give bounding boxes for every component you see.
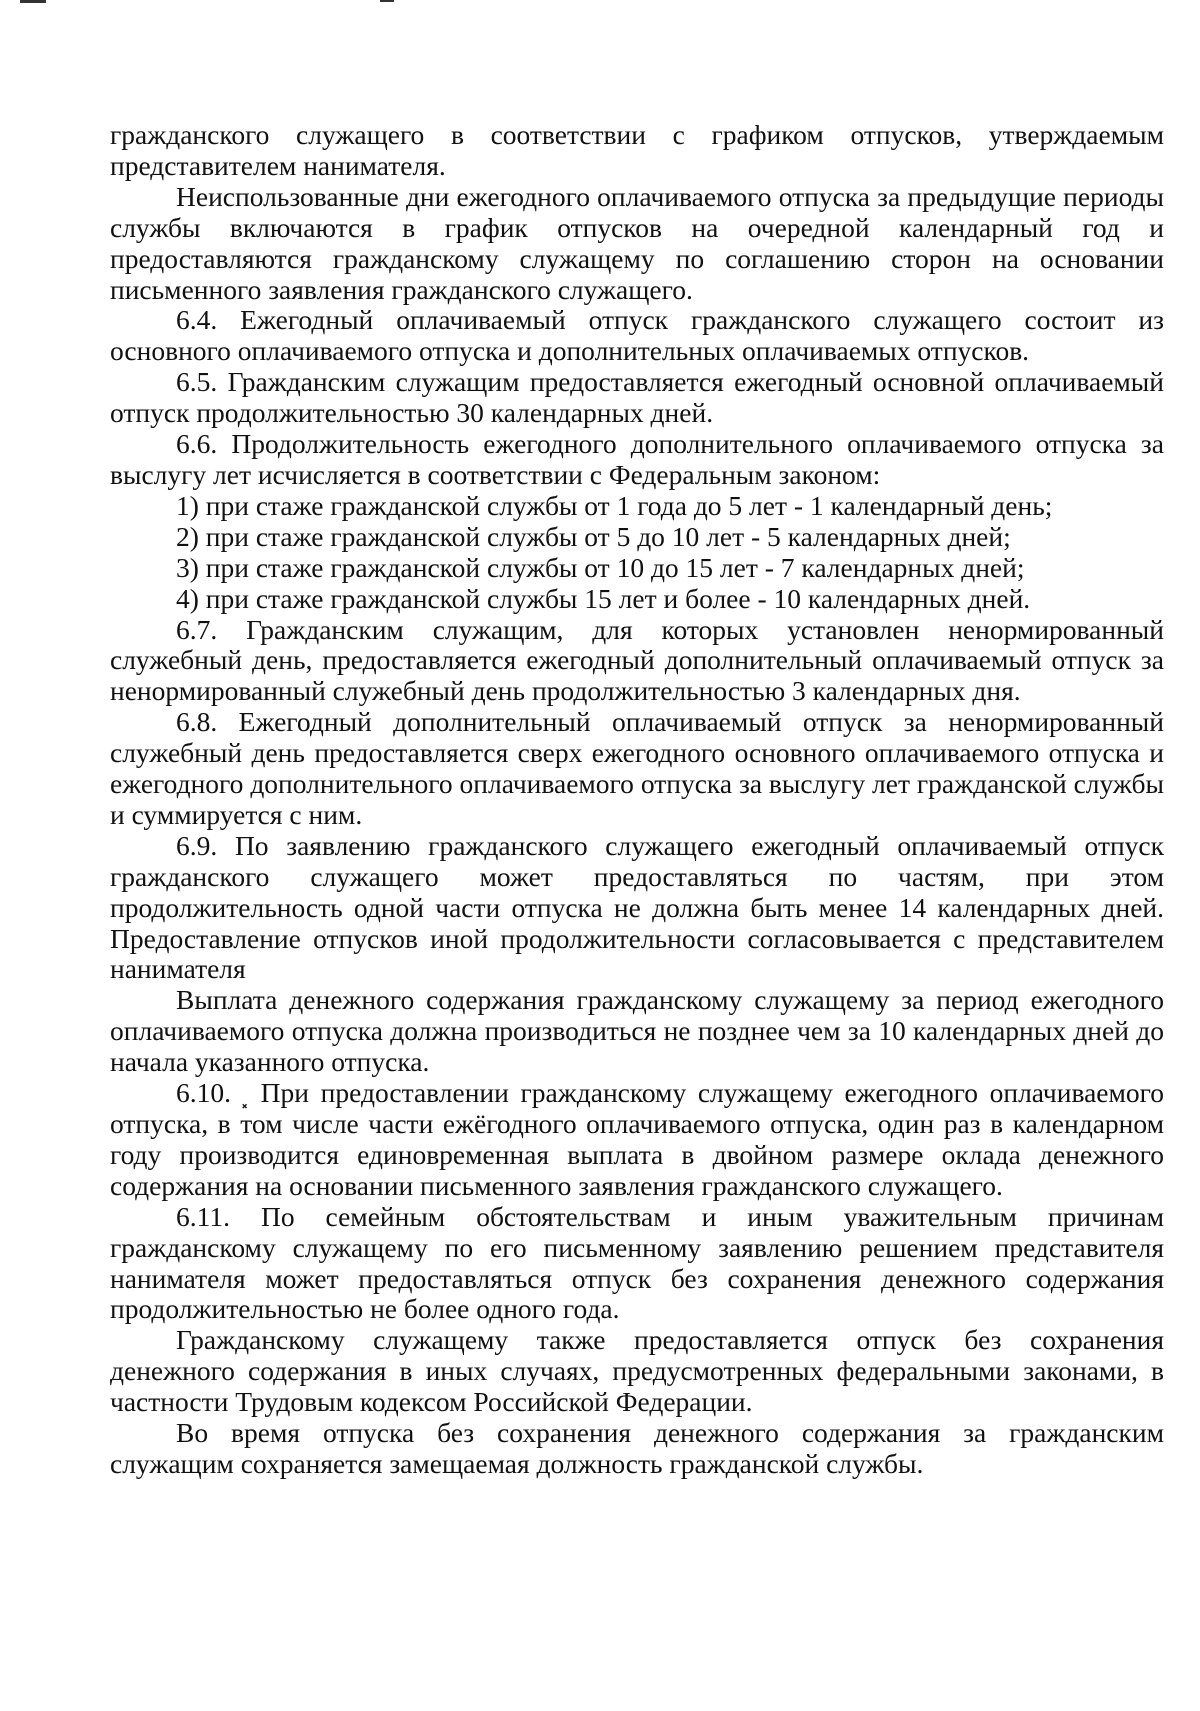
paragraph-6-10: 6.10. ⸼ При предоставлении гражданскому служащему ежегодного оплачиваемого отпуска, в том числе части ежёгодного оплачиваемого отпуска, один раз в календарном году производится единовременная выплата в двойном размере оклада денежного содержания на основании письменного заявления гражданского служащего.	[110, 1077, 1164, 1201]
list-item-1: 1) при стаже гражданской службы от 1 года до 5 лет - 1 календарный день;	[176, 489, 1053, 521]
paragraph-continuation: гражданского служащего в соответствии с графиком отпусков, утверждаемым представителем нанимателя.	[110, 119, 1164, 181]
scan-artifact-mark	[20, 0, 46, 3]
paragraph-unused-leave-days: Неиспользованные дни ежегодного оплачиваемого отпуска за предыдущие периоды службы включаются в график отпусков на очередной календарный год и предоставляются гражданскому служащему по соглашению сторон на основании письменного заявления гражданского служащего.	[110, 180, 1164, 305]
paragraph-salary-payment: Выплата денежного содержания гражданскому служащему за период ежегодного оплачиваемого отпуска должна производиться не позднее чем за 10 календарных дней до начала указанного отпуска.	[110, 984, 1164, 1078]
scan-artifact-mark	[380, 0, 394, 2]
paragraph-6-4: 6.4. Ежегодный оплачиваемый отпуск гражданского служащего состоит из основного оплачиваемого отпуска и дополнительных оплачиваемых отпусков.	[110, 304, 1164, 367]
paragraph-6-11: 6.11. По семейным обстоятельствам и иным уважительным причинам гражданскому служащему по его письменному заявлению решением представителя нанимателя может предоставляться отпуск без сохранения денежного содержания продолжительностью не более одного года.	[110, 1200, 1164, 1325]
paragraph-6-6: 6.6. Продолжительность ежегодного дополнительного оплачиваемого отпуска за выслугу лет исчисляется в соответствии с Федеральным законом:	[110, 428, 1164, 490]
list-item-3: 3) при стаже гражданской службы от 10 до 15 лет - 7 календарных дней;	[176, 551, 1025, 583]
document-body	[110, 120, 1164, 1480]
paragraph-6-8: 6.8. Ежегодный дополнительный оплачиваемый отпуск за ненормированный служебный день предоставляется сверх ежегодного основного оплачиваемого отпуска и ежегодного дополнительного оплачиваемого отпуска за выслугу лет гражданской службы и суммируется с ним.	[110, 706, 1164, 830]
paragraph-position-retained: Во время отпуска без сохранения денежного содержания за гражданским служащим сохраняется замещаемая должность гражданской службы.	[110, 1417, 1164, 1479]
paragraph-6-9: 6.9. По заявлению гражданского служащего ежегодный оплачиваемый отпуск гражданского служащего может предоставляться по частям, при этом продолжительность одной части отпуска не должна быть менее 14 календарных дней. Предоставление отпусков иной продолжительности согласовывается с представителем нанимателя	[110, 829, 1164, 985]
paragraph-6-7: 6.7. Гражданским служащим, для которых установлен ненормированный служебный день, предоставляется ежегодный дополнительный оплачиваемый отпуск за ненормированный служебный день продолжительностью 3 календарных дня.	[110, 613, 1164, 707]
paragraph-unpaid-leave-other-cases: Гражданскому служащему также предоставляется отпуск без сохранения денежного содержания в иных случаях, предусмотренных федеральными законами, в частности Трудовым кодексом Российской Федерации.	[110, 1324, 1164, 1418]
list-item-2: 2) при стаже гражданской службы от 5 до 10 лет - 5 календарных дней;	[176, 520, 1011, 552]
list-item-4: 4) при стаже гражданской службы 15 лет и более - 10 календарных дней.	[176, 582, 1031, 614]
paragraph-6-5: 6.5. Гражданским служащим предоставляется ежегодный основной оплачиваемый отпуск продолжительностью 30 календарных дней.	[110, 366, 1164, 429]
